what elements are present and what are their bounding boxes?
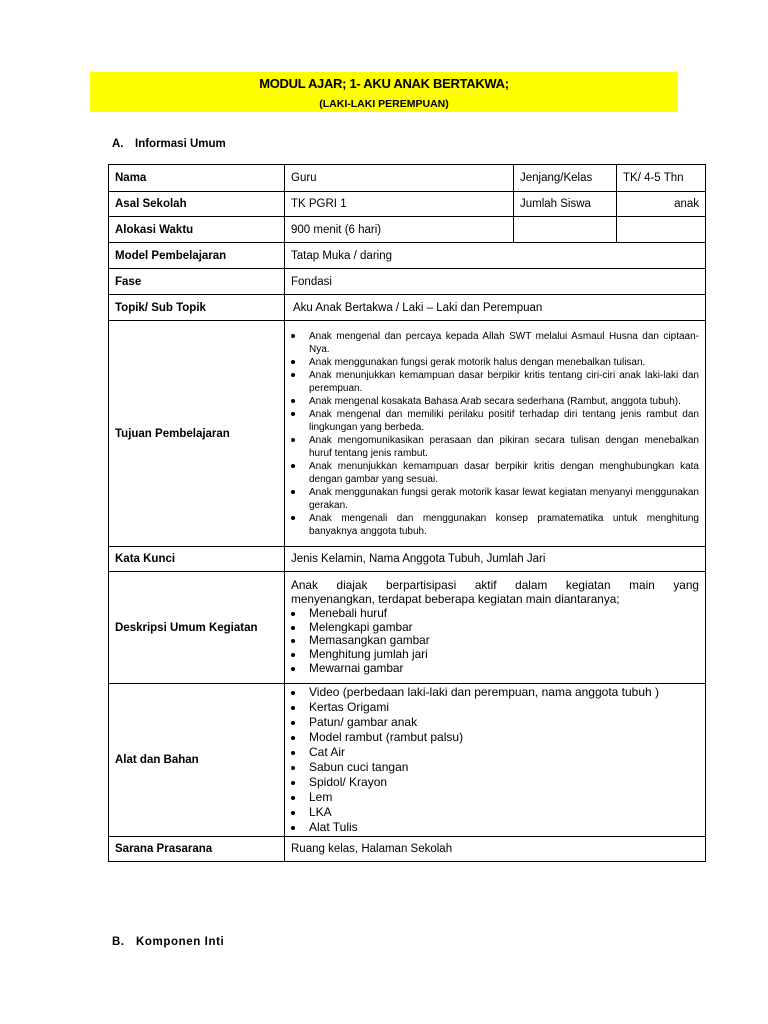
tujuan-list (285, 330, 699, 538)
list-item: Anak menggunakan fungsi gerak motorik halus dengan menebalkan tulisan. (285, 356, 699, 369)
label-jenjang-kelas: Jenjang/Kelas (514, 165, 617, 192)
title-banner (90, 72, 678, 112)
label-model-pembelajaran: Model Pembelajaran (109, 243, 285, 269)
info-table (108, 164, 706, 862)
row-model-pembelajaran (109, 243, 706, 269)
list-item: Anak mengomunikasikan perasaan dan pikiran secara tulisan dengan menebalkan huruf tentang jenis rambut. (285, 434, 699, 460)
deskripsi-intro-line-2: menyenangkan, terdapat beberapa kegiatan main diantaranya; (291, 592, 620, 606)
list-item: Anak menunjukkan kemampuan dasar berpikir kritis tentang ciri-ciri anak laki-laki dan perempuan. (285, 369, 699, 395)
alat-bahan-cell (285, 684, 706, 837)
list-item: LKA (285, 805, 699, 820)
list-item: Anak mengenal kosakata Bahasa Arab secara sederhana (Rambut, anggota tubuh). (285, 395, 699, 408)
list-item: Anak mengenal dan percaya kepada Allah SWT melalui Asmaul Husna dan ciptaan-Nya. (285, 330, 699, 356)
row-kata-kunci (109, 547, 706, 572)
section-b-title: Komponen Inti (136, 936, 225, 948)
label-topik: Topik/ Sub Topik (109, 295, 285, 321)
section-b-number: B. (112, 936, 125, 948)
section-a-heading (112, 138, 226, 150)
list-item: Patun/ gambar anak (285, 715, 699, 730)
row-alat-bahan (109, 684, 706, 837)
empty-cell-1 (514, 217, 617, 243)
list-item: Model rambut (rambut palsu) (285, 730, 699, 745)
label-fase: Fase (109, 269, 285, 295)
value-asal-sekolah: TK PGRI 1 (285, 192, 514, 217)
value-fase: Fondasi (285, 269, 706, 295)
value-sarana: Ruang kelas, Halaman Sekolah (285, 837, 706, 862)
value-jenjang-kelas: TK/ 4-5 Thn (617, 165, 706, 192)
list-item: Anak mengenali dan menggunakan konsep pramatematika untuk menghitung banyaknya anggota tubuh. (285, 512, 699, 538)
label-jumlah-siswa: Jumlah Siswa (514, 192, 617, 217)
value-model-pembelajaran: Tatap Muka / daring (285, 243, 706, 269)
list-item: Menebali huruf (285, 607, 699, 621)
deskripsi-intro-line-1: Anak diajak berpartisipasi aktif dalam kegiatan main yang (291, 578, 699, 593)
row-sarana (109, 837, 706, 862)
deskripsi-cell (285, 572, 706, 684)
list-item: Video (perbedaan laki-laki dan perempuan, nama anggota tubuh ) (285, 685, 699, 700)
list-item: Memasangkan gambar (285, 634, 699, 648)
value-topik: Aku Anak Bertakwa / Laki – Laki dan Perempuan (285, 295, 706, 321)
row-nama (109, 165, 706, 192)
list-item: Menghitung jumlah jari (285, 648, 699, 662)
section-a-number: A. (112, 138, 124, 150)
row-deskripsi (109, 572, 706, 684)
value-nama: Guru (285, 165, 514, 192)
section-a-title: Informasi Umum (135, 138, 226, 150)
list-item: Melengkapi gambar (285, 621, 699, 635)
row-tujuan (109, 321, 706, 547)
list-item: Lem (285, 790, 699, 805)
label-asal-sekolah: Asal Sekolah (109, 192, 285, 217)
row-alokasi-waktu (109, 217, 706, 243)
deskripsi-list (285, 607, 699, 676)
list-item: Kertas Origami (285, 700, 699, 715)
label-tujuan: Tujuan Pembelajaran (109, 321, 285, 547)
row-fase (109, 269, 706, 295)
empty-cell-2 (617, 217, 706, 243)
list-item: Spidol/ Krayon (285, 775, 699, 790)
value-alokasi-waktu: 900 menit (6 hari) (285, 217, 514, 243)
label-alat-bahan: Alat dan Bahan (109, 684, 285, 837)
row-asal-sekolah (109, 192, 706, 217)
label-sarana: Sarana Prasarana (109, 837, 285, 862)
value-jumlah-siswa: anak (617, 192, 706, 217)
list-item: Anak menunjukkan kemampuan dasar berpikir kritis dengan menghubungkan kata dengan gambar yang sesuai. (285, 460, 699, 486)
list-item: Mewarnai gambar (285, 662, 699, 676)
list-item: Anak menggunakan fungsi gerak motorik kasar lewat kegiatan menyanyi menggunakan gerakan. (285, 486, 699, 512)
list-item: Cat Air (285, 745, 699, 760)
label-kata-kunci: Kata Kunci (109, 547, 285, 572)
label-alokasi-waktu: Alokasi Waktu (109, 217, 285, 243)
label-nama: Nama (109, 165, 285, 192)
list-item: Sabun cuci tangan (285, 760, 699, 775)
document-title: MODUL AJAR; 1- AKU ANAK BERTAKWA; (259, 76, 509, 91)
section-b-heading (112, 936, 224, 948)
label-deskripsi: Deskripsi Umum Kegiatan (109, 572, 285, 684)
list-item: Alat Tulis (285, 820, 699, 835)
value-kata-kunci: Jenis Kelamin, Nama Anggota Tubuh, Jumlah Jari (285, 547, 706, 572)
document-subtitle: (LAKI-LAKI PEREMPUAN) (319, 98, 449, 110)
row-topik (109, 295, 706, 321)
tujuan-cell (285, 321, 706, 547)
list-item: Anak mengenal dan memiliki perilaku positif terhadap diri tentang jenis rambut dan lingkungan yang berbeda. (285, 408, 699, 434)
alat-bahan-list (285, 685, 699, 835)
